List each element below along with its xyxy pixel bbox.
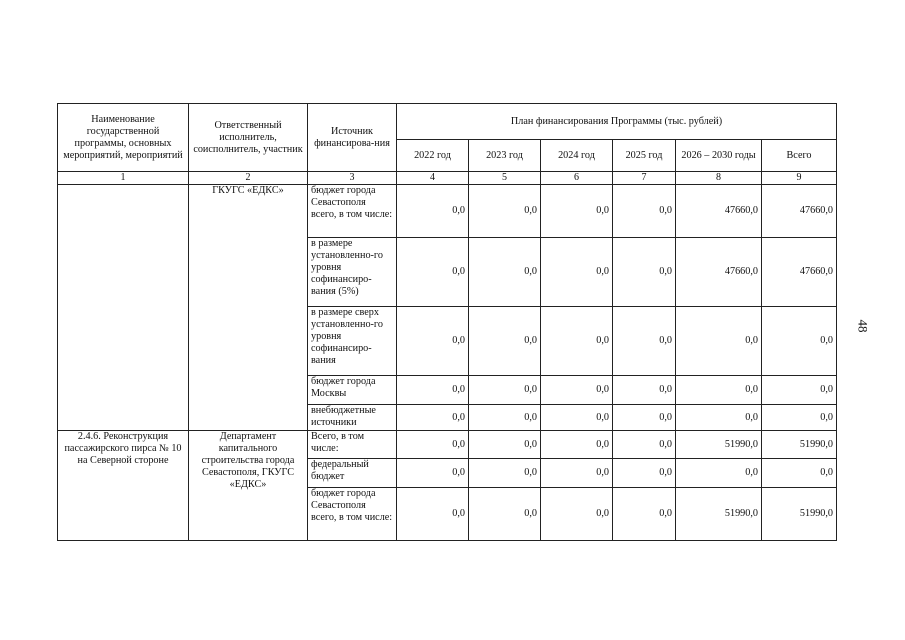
- financing-table: [57, 103, 837, 541]
- column-number: 5: [469, 172, 541, 185]
- value-cell: 0,0: [397, 376, 469, 405]
- header-year-2025: 2025 год: [613, 140, 676, 172]
- value-cell: 47660,0: [762, 238, 837, 307]
- header-total: Всего: [762, 140, 837, 172]
- value-cell: 0,0: [397, 405, 469, 431]
- column-number: 1: [58, 172, 189, 185]
- value-cell: 0,0: [541, 459, 613, 488]
- value-cell: 51990,0: [762, 431, 837, 459]
- value-cell: 0,0: [541, 405, 613, 431]
- column-number: 2: [189, 172, 308, 185]
- table-row: [58, 431, 837, 459]
- column-number: 7: [613, 172, 676, 185]
- column-number: 3: [308, 172, 397, 185]
- value-cell: 51990,0: [676, 431, 762, 459]
- source-cell: бюджет города Москвы: [308, 376, 397, 405]
- value-cell: 0,0: [676, 376, 762, 405]
- value-cell: 0,0: [469, 238, 541, 307]
- column-number: 4: [397, 172, 469, 185]
- source-cell: федеральный бюджет: [308, 459, 397, 488]
- value-cell: 0,0: [676, 307, 762, 376]
- value-cell: 0,0: [469, 185, 541, 238]
- value-cell: 0,0: [613, 185, 676, 238]
- header-years-2026-2030: 2026 – 2030 годы: [676, 140, 762, 172]
- value-cell: 0,0: [469, 376, 541, 405]
- value-cell: 51990,0: [762, 488, 837, 541]
- value-cell: 0,0: [469, 431, 541, 459]
- responsible-cell: ГКУГС «ЕДКС»: [189, 185, 308, 431]
- value-cell: 0,0: [613, 238, 676, 307]
- page-number: 48: [855, 319, 871, 333]
- column-number: 9: [762, 172, 837, 185]
- header-financing-plan: План финансирования Программы (тыс. рублей): [397, 104, 837, 140]
- value-cell: 0,0: [397, 307, 469, 376]
- source-cell: бюджет города Севастополя всего, в том числе:: [308, 488, 397, 541]
- value-cell: 0,0: [762, 307, 837, 376]
- header-source: Источник финансирова-ния: [308, 104, 397, 172]
- value-cell: 0,0: [762, 459, 837, 488]
- value-cell: 0,0: [541, 238, 613, 307]
- value-cell: 0,0: [541, 307, 613, 376]
- value-cell: 0,0: [397, 459, 469, 488]
- source-cell: в размере установленно-го уровня софинансиро-вания (5%): [308, 238, 397, 307]
- value-cell: 0,0: [469, 307, 541, 376]
- value-cell: 47660,0: [676, 238, 762, 307]
- source-cell: Всего, в том числе:: [308, 431, 397, 459]
- value-cell: 0,0: [541, 488, 613, 541]
- column-number: 8: [676, 172, 762, 185]
- value-cell: 0,0: [676, 459, 762, 488]
- value-cell: 0,0: [397, 431, 469, 459]
- value-cell: 47660,0: [676, 185, 762, 238]
- responsible-cell: Департамент капитального строительства города Севастополя, ГКУГС «ЕДКС»: [189, 431, 308, 541]
- header-year-2023: 2023 год: [469, 140, 541, 172]
- value-cell: 0,0: [613, 376, 676, 405]
- value-cell: 0,0: [541, 376, 613, 405]
- value-cell: 0,0: [541, 431, 613, 459]
- source-cell: в размере сверх установленно-го уровня софинансиро-вания: [308, 307, 397, 376]
- header-year-2022: 2022 год: [397, 140, 469, 172]
- value-cell: 0,0: [762, 376, 837, 405]
- value-cell: 0,0: [613, 488, 676, 541]
- column-number: 6: [541, 172, 613, 185]
- value-cell: 0,0: [613, 459, 676, 488]
- value-cell: 0,0: [676, 405, 762, 431]
- value-cell: 47660,0: [762, 185, 837, 238]
- value-cell: 0,0: [613, 431, 676, 459]
- program-name-cell: [58, 185, 189, 431]
- program-name-cell: 2.4.6. Реконструкция пассажирского пирса № 10 на Северной стороне: [58, 431, 189, 541]
- source-cell: внебюджетные источники: [308, 405, 397, 431]
- header-program-name: Наименование государственной программы, основных мероприятий, мероприятий: [58, 104, 189, 172]
- value-cell: 0,0: [541, 185, 613, 238]
- header-responsible: Ответственный исполнитель, соисполнитель, участник: [189, 104, 308, 172]
- value-cell: 0,0: [613, 307, 676, 376]
- value-cell: 0,0: [469, 459, 541, 488]
- header-year-2024: 2024 год: [541, 140, 613, 172]
- value-cell: 0,0: [469, 405, 541, 431]
- value-cell: 0,0: [397, 185, 469, 238]
- value-cell: 51990,0: [676, 488, 762, 541]
- value-cell: 0,0: [397, 488, 469, 541]
- value-cell: 0,0: [613, 405, 676, 431]
- table-row: [58, 185, 837, 238]
- value-cell: 0,0: [469, 488, 541, 541]
- value-cell: 0,0: [762, 405, 837, 431]
- source-cell: бюджет города Севастополя всего, в том числе:: [308, 185, 397, 238]
- value-cell: 0,0: [397, 238, 469, 307]
